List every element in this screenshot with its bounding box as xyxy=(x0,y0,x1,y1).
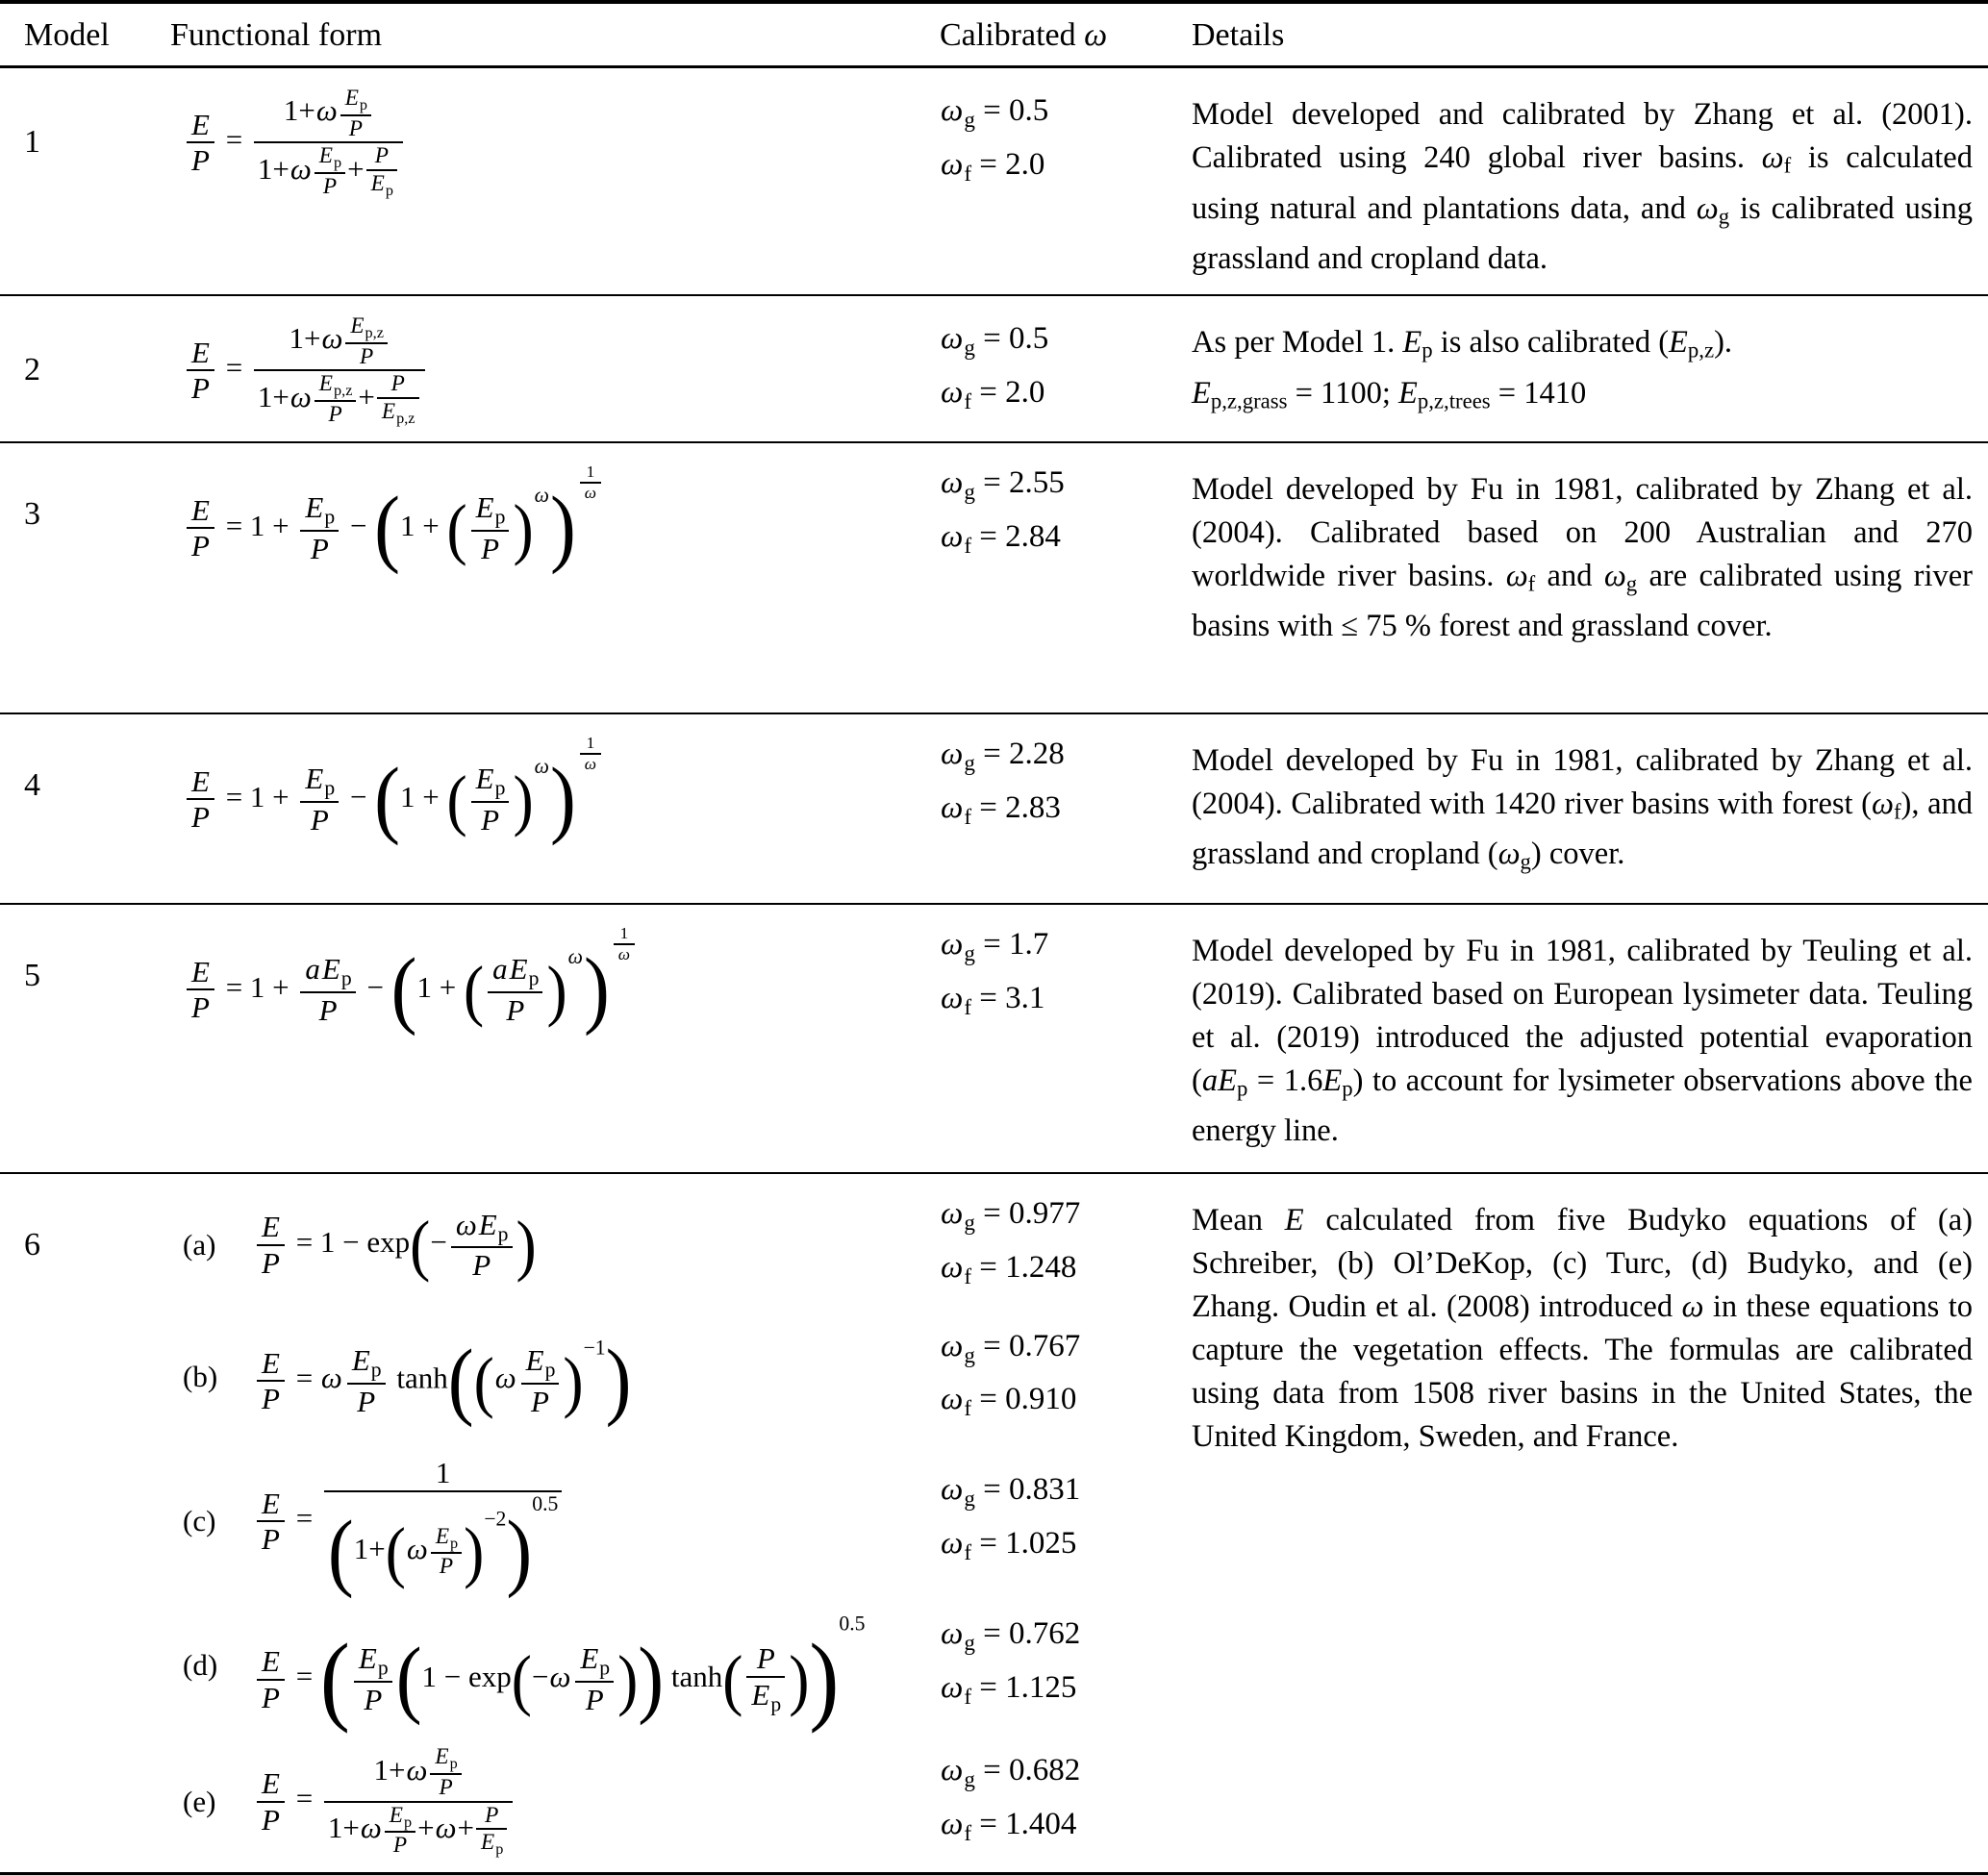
right-paren: ) xyxy=(809,1623,840,1735)
left-paren: ( xyxy=(722,1640,743,1718)
model-number: 3 xyxy=(24,495,40,532)
equation xyxy=(170,1744,940,1859)
model-number: 5 xyxy=(24,957,40,993)
math-expression: $\frac{E}{P}$ = 1+ω $\frac{E_{p,z}}{P}$ 1+ω $\frac{E_{p,z}}{P}$ + $\frac{P}{E_{p,z}}$ xyxy=(183,313,429,428)
equation-row xyxy=(0,86,1192,200)
row-equations xyxy=(0,714,1192,853)
table-header xyxy=(0,4,1988,65)
equation-row xyxy=(0,922,1192,1038)
row-equations xyxy=(0,443,1192,582)
equation-row xyxy=(0,461,1192,576)
omega-values xyxy=(940,1748,1192,1856)
math-expression: $\frac{E}{P}$ = 1 − exp(− $\omega E_p$ P ) xyxy=(253,1208,537,1283)
model-number: 1 xyxy=(24,124,40,161)
omega-value: $\omega_f = 1.025$ xyxy=(941,1526,1077,1565)
equation xyxy=(170,86,940,200)
equation xyxy=(170,313,940,428)
math-expression: $\frac{E}{P}$ = 1+ω $\frac{E_p}{P}$ 1+ω $\frac{E_p}{P}$ + $\frac{P}{E_p}$ xyxy=(183,86,407,200)
omega-value: $\omega_f = 2.0$ xyxy=(941,147,1045,187)
row-equations xyxy=(0,905,1192,1043)
left-paren: ( xyxy=(446,489,467,567)
table-row xyxy=(0,68,1988,294)
omega-values xyxy=(940,1467,1192,1575)
omega-value: $\omega_f = 2.84$ xyxy=(941,518,1061,558)
omega-value: $\omega_f = 2.83$ xyxy=(941,789,1061,829)
omega-values xyxy=(940,1191,1192,1299)
omega-value: $\omega_f = 1.404$ xyxy=(941,1806,1077,1845)
equation-label: (b) xyxy=(183,1360,218,1394)
table-body xyxy=(0,68,1988,1872)
col-header-calibrated-omega: Calibrated ω xyxy=(940,17,1108,53)
equation-label: (e) xyxy=(183,1784,216,1818)
left-paren: ( xyxy=(385,1512,406,1590)
left-paren: ( xyxy=(390,940,417,1038)
equation-row xyxy=(0,1456,1192,1599)
left-paren: ( xyxy=(374,750,401,847)
omega-value: $\omega_g = 0.5$ xyxy=(941,93,1049,133)
left-paren: ( xyxy=(410,1206,431,1284)
omega-value: $\omega_f = 1.125$ xyxy=(941,1670,1077,1710)
equation xyxy=(170,1456,940,1599)
table-row xyxy=(0,712,1988,903)
omega-value: $\omega_g = 0.682$ xyxy=(941,1752,1081,1791)
omega-value: $\omega_g = 0.762$ xyxy=(941,1616,1081,1656)
table-row xyxy=(0,441,1988,712)
equation xyxy=(170,462,940,576)
row-equations xyxy=(0,1174,1192,1872)
row-details: Mean E calculated from five Budyko equations of (a) Schreiber, (b) Ol’DeKop, (c) Turc, (d) Budyko, and (e) Zhang. Oudin et al. (2008) introduced ω in these equations to capture the vegetation effects. The formulas are calibrated using data from 1508 river basins in the United States, the United Kingdom, Sweden, and France. xyxy=(1192,1202,1974,1454)
left-paren: ( xyxy=(446,761,467,838)
omega-values xyxy=(940,732,1192,839)
left-paren: ( xyxy=(511,1640,532,1718)
right-paren: ) xyxy=(513,489,534,567)
row-details: As per Model 1. Ep is also calibrated (Ep,z). Ep,z,grass = 1100; Ep,z,trees = 1410 xyxy=(1192,325,1733,413)
left-paren: ( xyxy=(395,1630,422,1727)
omega-value: $\omega_g = 0.977$ xyxy=(941,1195,1081,1235)
math-expression: $\frac{E}{P}$ = ω $\frac{E_p}{P}$ tanh((ω $\frac{E_p}{P}$ )$^{-1}$) xyxy=(253,1337,632,1419)
left-paren: ( xyxy=(327,1503,354,1599)
equation-row xyxy=(0,313,1192,428)
table-row xyxy=(0,1172,1988,1872)
left-paren: ( xyxy=(319,1623,350,1735)
omega-values xyxy=(940,461,1192,568)
right-paren: ) xyxy=(617,1640,639,1718)
omega-values xyxy=(940,316,1192,424)
right-paren: ) xyxy=(549,479,576,576)
omega-value: $\omega_f = 3.1$ xyxy=(941,980,1045,1019)
omega-value: $\omega_f = 0.910$ xyxy=(941,1382,1077,1421)
right-paren: ) xyxy=(789,1640,810,1718)
omega-value: $\omega_f = 1.248$ xyxy=(941,1249,1077,1288)
omega-value: $\omega_g = 0.831$ xyxy=(941,1472,1081,1512)
math-expression: $\frac{E}{P}$ = 1 (1+(ω $\frac{E_p}{P}$ )$^{-2}$)$^{0.5}$ xyxy=(253,1456,566,1587)
left-paren: ( xyxy=(464,951,485,1029)
table-row xyxy=(0,903,1988,1172)
equation xyxy=(170,733,940,847)
equation xyxy=(170,1612,940,1735)
right-paren: ) xyxy=(583,940,610,1038)
row-details: Model developed by Fu in 1981, calibrated by Zhang et al. (2004). Calibrated with 1420 river basins with forest (ωf), and grassland and cropland (ωg) cover. xyxy=(1192,742,1973,875)
col-header-functional-form: Functional form xyxy=(170,17,383,53)
equation-row xyxy=(0,1191,1192,1299)
math-expression: $\frac{E}{P}$ = ( $\frac{E_p}{P}$ (1 − exp(−ω $\frac{E_p}{P}$ )) tanh( $\frac{P}{E_p}$ ))$^{0.5}$ xyxy=(253,1612,865,1719)
right-paren: ) xyxy=(516,1206,537,1284)
model-number: 2 xyxy=(24,352,40,388)
right-paren: ) xyxy=(464,1512,485,1590)
row-details: Model developed by Fu in 1981, calibrated by Zhang et al. (2004). Calibrated based on 200 Australian and 270 worldwide river basins. ωf and ωg are calibrated using river basins with ≤ 75 % forest and grassland cover. xyxy=(1192,471,1973,644)
equation-row xyxy=(0,732,1192,847)
omega-value: $\omega_g = 1.7$ xyxy=(941,926,1049,965)
equation xyxy=(170,923,940,1038)
right-paren: ) xyxy=(546,951,567,1029)
left-paren: ( xyxy=(447,1332,474,1429)
row-details: Model developed and calibrated by Zhang et al. (2001). Calibrated using 240 global river basins. ωf is calculated using natural and plantations data, and ωg is calibrated using grassland and cropland data. xyxy=(1192,97,1973,277)
omega-values xyxy=(940,88,1192,196)
omega-value: $\omega_g = 0.5$ xyxy=(941,321,1049,361)
row-equations xyxy=(0,68,1192,213)
math-expression: $\frac{E}{P}$ = 1 + $\frac{E_p}{P}$ − (1 + ( $\frac{E_p}{P}$ )$^\omega$) $^{\frac{1}{\omega}}$ xyxy=(183,462,605,566)
equation-row xyxy=(0,1744,1192,1859)
row-equations xyxy=(0,296,1192,441)
equation-row xyxy=(0,1612,1192,1735)
omega-value: $\omega_g = 2.55$ xyxy=(941,464,1065,504)
table-row xyxy=(0,294,1988,441)
right-paren: ) xyxy=(513,761,534,838)
right-paren: ) xyxy=(563,1342,584,1419)
right-paren: ) xyxy=(638,1630,665,1727)
col-header-model: Model xyxy=(24,17,110,53)
equation-row xyxy=(0,1324,1192,1432)
model-number: 6 xyxy=(24,1226,40,1262)
math-expression: $\frac{E}{P}$ = 1+ω $\frac{E_p}{P}$ 1+ω $\frac{E_p}{P}$ +ω+ $\frac{P}{E_p}$ xyxy=(253,1744,516,1859)
model-number: 4 xyxy=(24,766,40,803)
row-details: Model developed by Fu in 1981, calibrated by Teuling et al. (2019). Calibrated based on European lysimeter data. Teuling et al. (2019) introduced the adjusted potential evaporation (aEp = 1.6Ep) to account for lysimeter observations above the energy line. xyxy=(1192,933,1973,1149)
omega-values xyxy=(940,1612,1192,1719)
omega-value: $\omega_f = 2.0$ xyxy=(941,375,1045,414)
equation-label: (d) xyxy=(183,1648,218,1683)
equation-label: (a) xyxy=(183,1227,216,1262)
equation xyxy=(170,1208,940,1283)
col-header-details: Details xyxy=(1192,17,1285,53)
right-paren: ) xyxy=(605,1332,632,1429)
right-paren: ) xyxy=(549,750,576,847)
omega-values xyxy=(940,1324,1192,1432)
equation-label: (c) xyxy=(183,1504,216,1538)
math-expression: $\frac{E}{P}$ = 1 + $\frac{E_p}{P}$ − (1 + ( $\frac{E_p}{P}$ )$^\omega$) $^{\frac{1}{\omega}}$ xyxy=(183,734,605,838)
math-expression: $\frac{E}{P}$ = 1 + $aE_p$ P − (1 + ( $aE_p$ P )$^\omega$) $^{\frac{1}{\omega}}$ xyxy=(183,924,639,1028)
omega-value: $\omega_g = 0.767$ xyxy=(941,1328,1081,1367)
equation xyxy=(170,1332,940,1429)
omega-values xyxy=(940,922,1192,1030)
left-paren: ( xyxy=(473,1342,494,1419)
omega-value: $\omega_g = 2.28$ xyxy=(941,736,1065,775)
right-paren: ) xyxy=(506,1503,533,1599)
left-paren: ( xyxy=(374,479,401,576)
